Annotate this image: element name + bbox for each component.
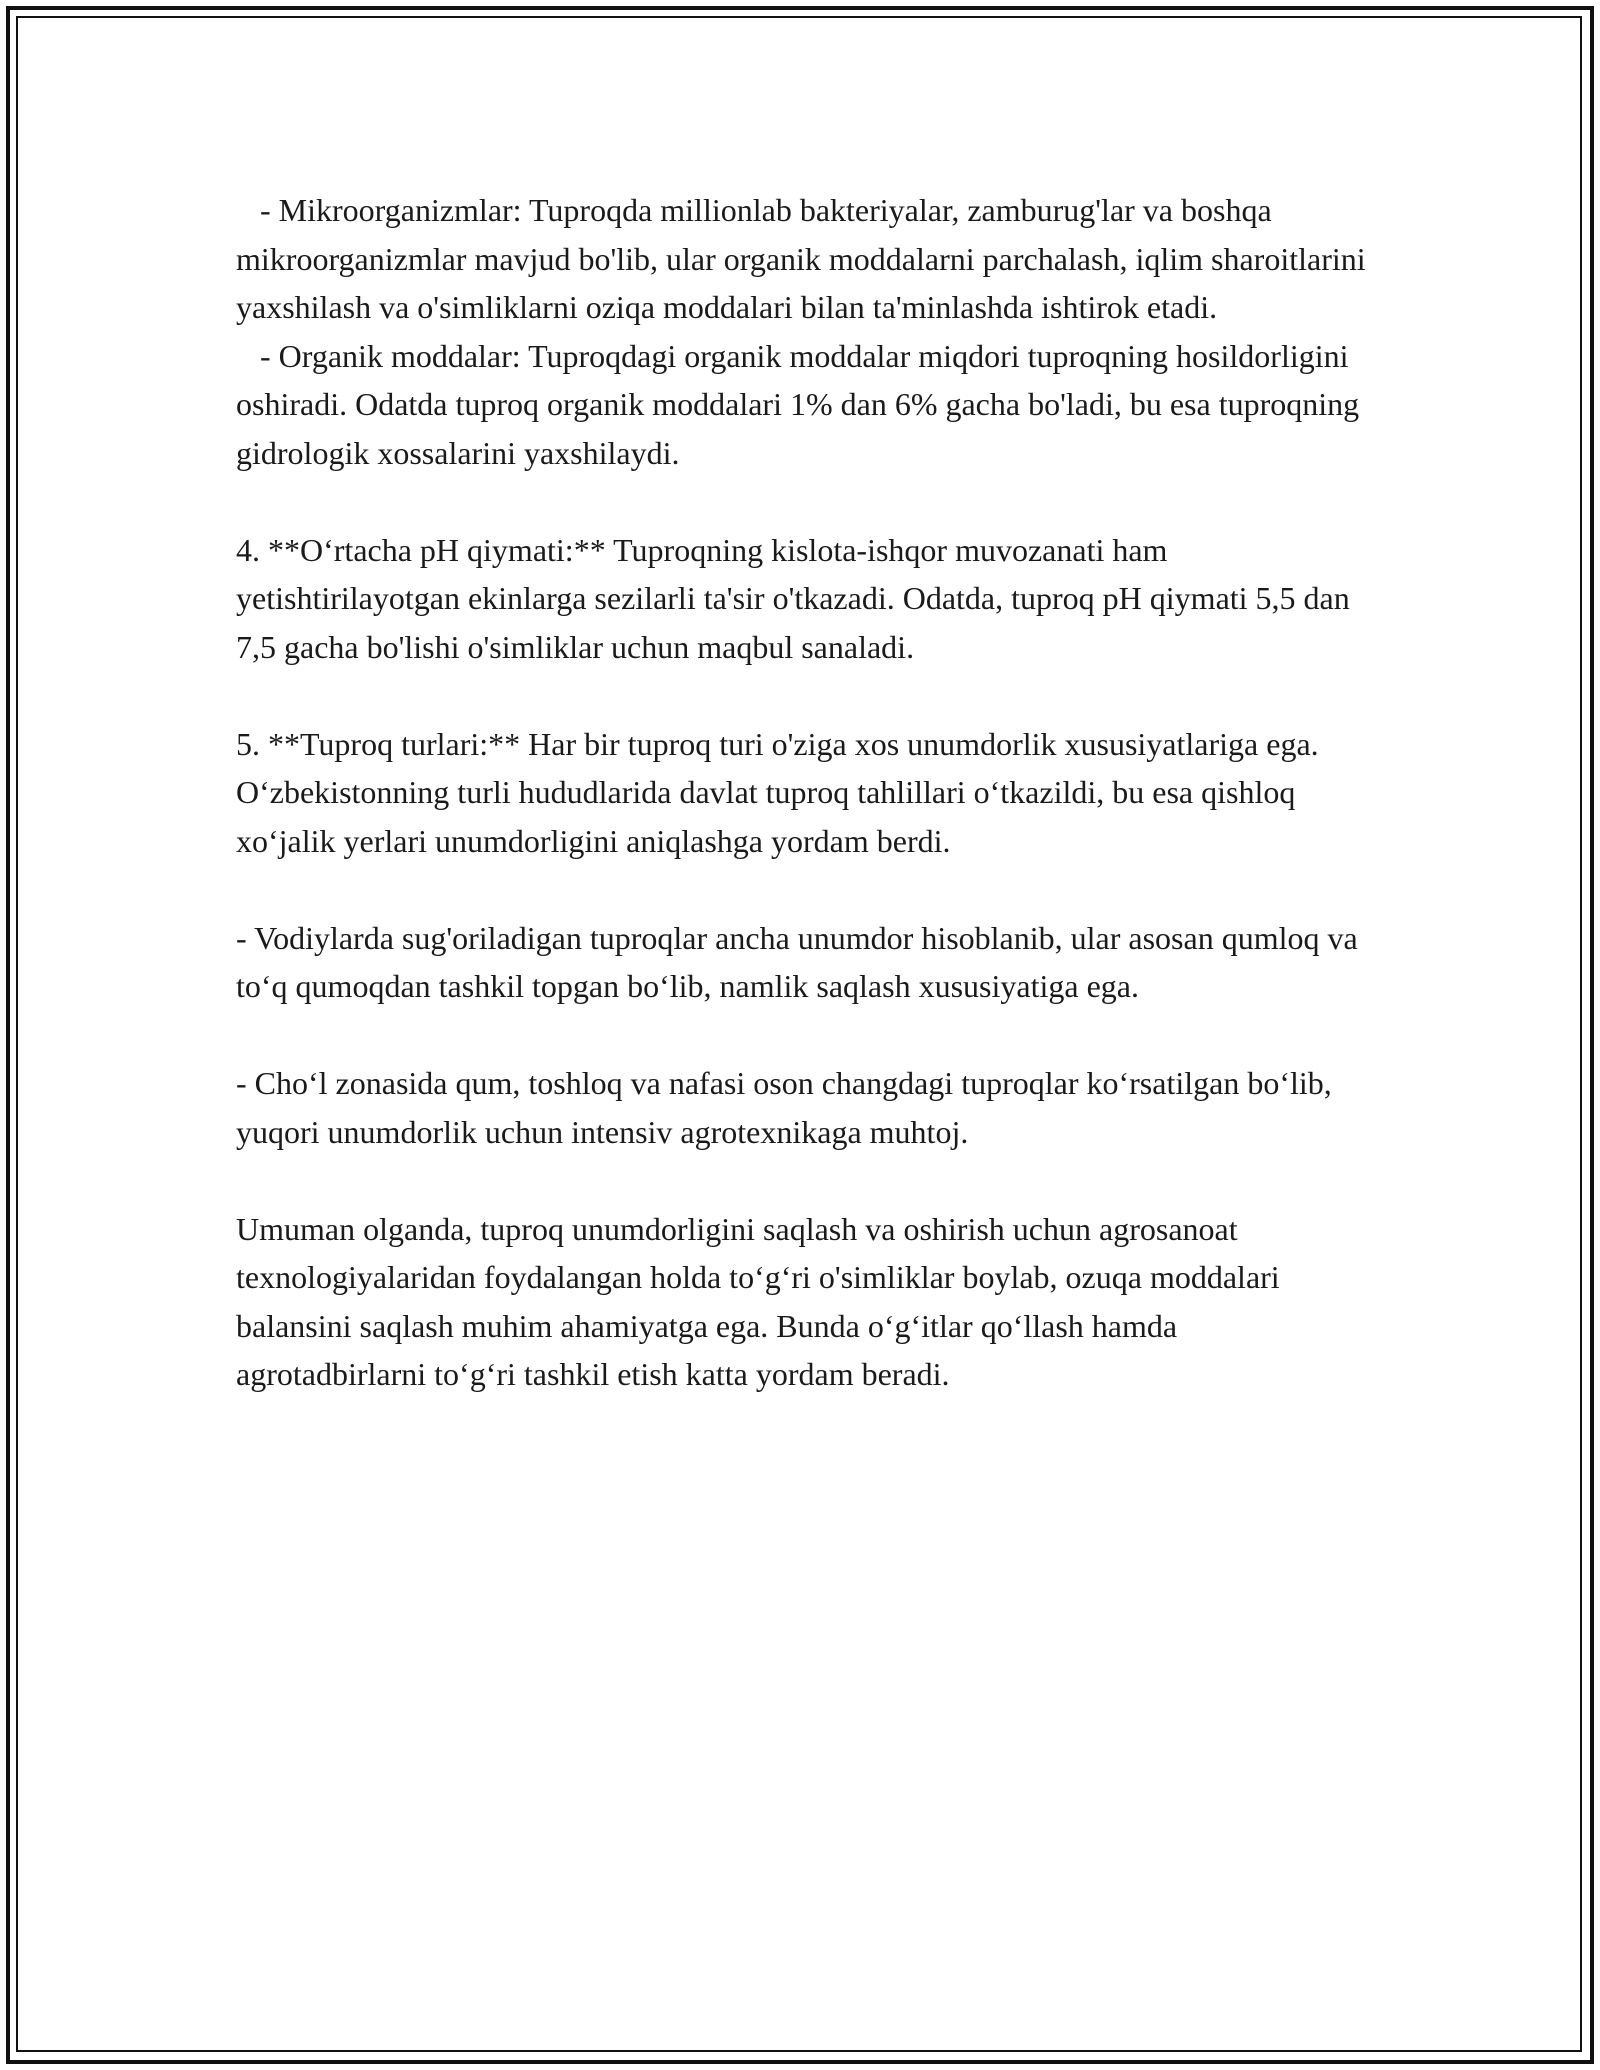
paragraph-organic-matter: - Organik moddalar: Tuproqdagi organik moddalar miqdori tuproqning hosildorligini oshiradi. Odatda tuproq organik moddalari 1% dan 6% gacha bo'ladi, bu esa tuproqning gidrologik xossalarini yaxshilaydi. — [236, 337, 1368, 471]
paragraph-spacer — [236, 1011, 1366, 1060]
document-body — [236, 186, 1374, 1399]
paragraph-spacer — [236, 865, 1366, 914]
paragraph-desert-soils: - Cho‘l zonasida qum, toshloq va nafasi oson changdagi tuproqlar ko‘rsatilgan bo‘lib, yuqori unumdorlik uchun intensiv agrotexnikaga muhtoj. — [236, 1065, 1340, 1150]
paragraph-soil-types: 5. **Tuproq turlari:** Har bir tuproq turi o'ziga xos unumdorlik xususiyatlariga ega. O‘zbekistonning turli hududlarida davlat tuproq tahlillari o‘tkazildi, bu esa qishloq xo‘jalik yerlari unumdorligini aniqlashga yordam berdi. — [236, 725, 1327, 859]
paragraph-spacer — [236, 1156, 1366, 1205]
paragraph-spacer — [236, 671, 1366, 720]
paragraph-microorganisms: - Mikroorganizmlar: Tuproqda millionlab bakteriyalar, zamburug'lar va boshqa mikroorganizmlar mavjud bo'lib, ular organik moddalarni parchalash, iqlim sharoitlarini yaxshilash va o'simliklarni oziqa moddalari bilan ta'minlashda ishtirok etadi. — [236, 192, 1374, 325]
paragraph-spacer — [236, 477, 1366, 526]
paragraph-valley-soils: - Vodiylarda sug'oriladigan tuproqlar ancha unumdor hisoblanib, ular asosan qumloq va to‘q qumoqdan tashkil topgan bo‘lib, namlik saqlash xususiyatiga ega. — [236, 919, 1366, 1004]
paragraph-conclusion: Umuman olganda, tuproq unumdorligini saqlash va oshirish uchun agrosanoat texnologiyalaridan foydalangan holda to‘g‘ri o'simliklar boylab, ozuqa moddalari balansini saqlash muhim ahamiyatga ega. Bunda o‘g‘itlar qo‘llash hamda agrotadbirlarni to‘g‘ri tashkil etish katta yordam beradi. — [236, 1210, 1288, 1392]
paragraph-ph-value: 4. **O‘rtacha pH qiymati:** Tuproqning kislota-ishqor muvozanati ham yetishtirilayotgan ekinlarga sezilarli ta'sir o'tkazadi. Odatda, tuproq pH qiymati 5,5 dan 7,5 gacha bo'lishi o'simliklar uchun maqbul sanaladi. — [236, 531, 1358, 665]
